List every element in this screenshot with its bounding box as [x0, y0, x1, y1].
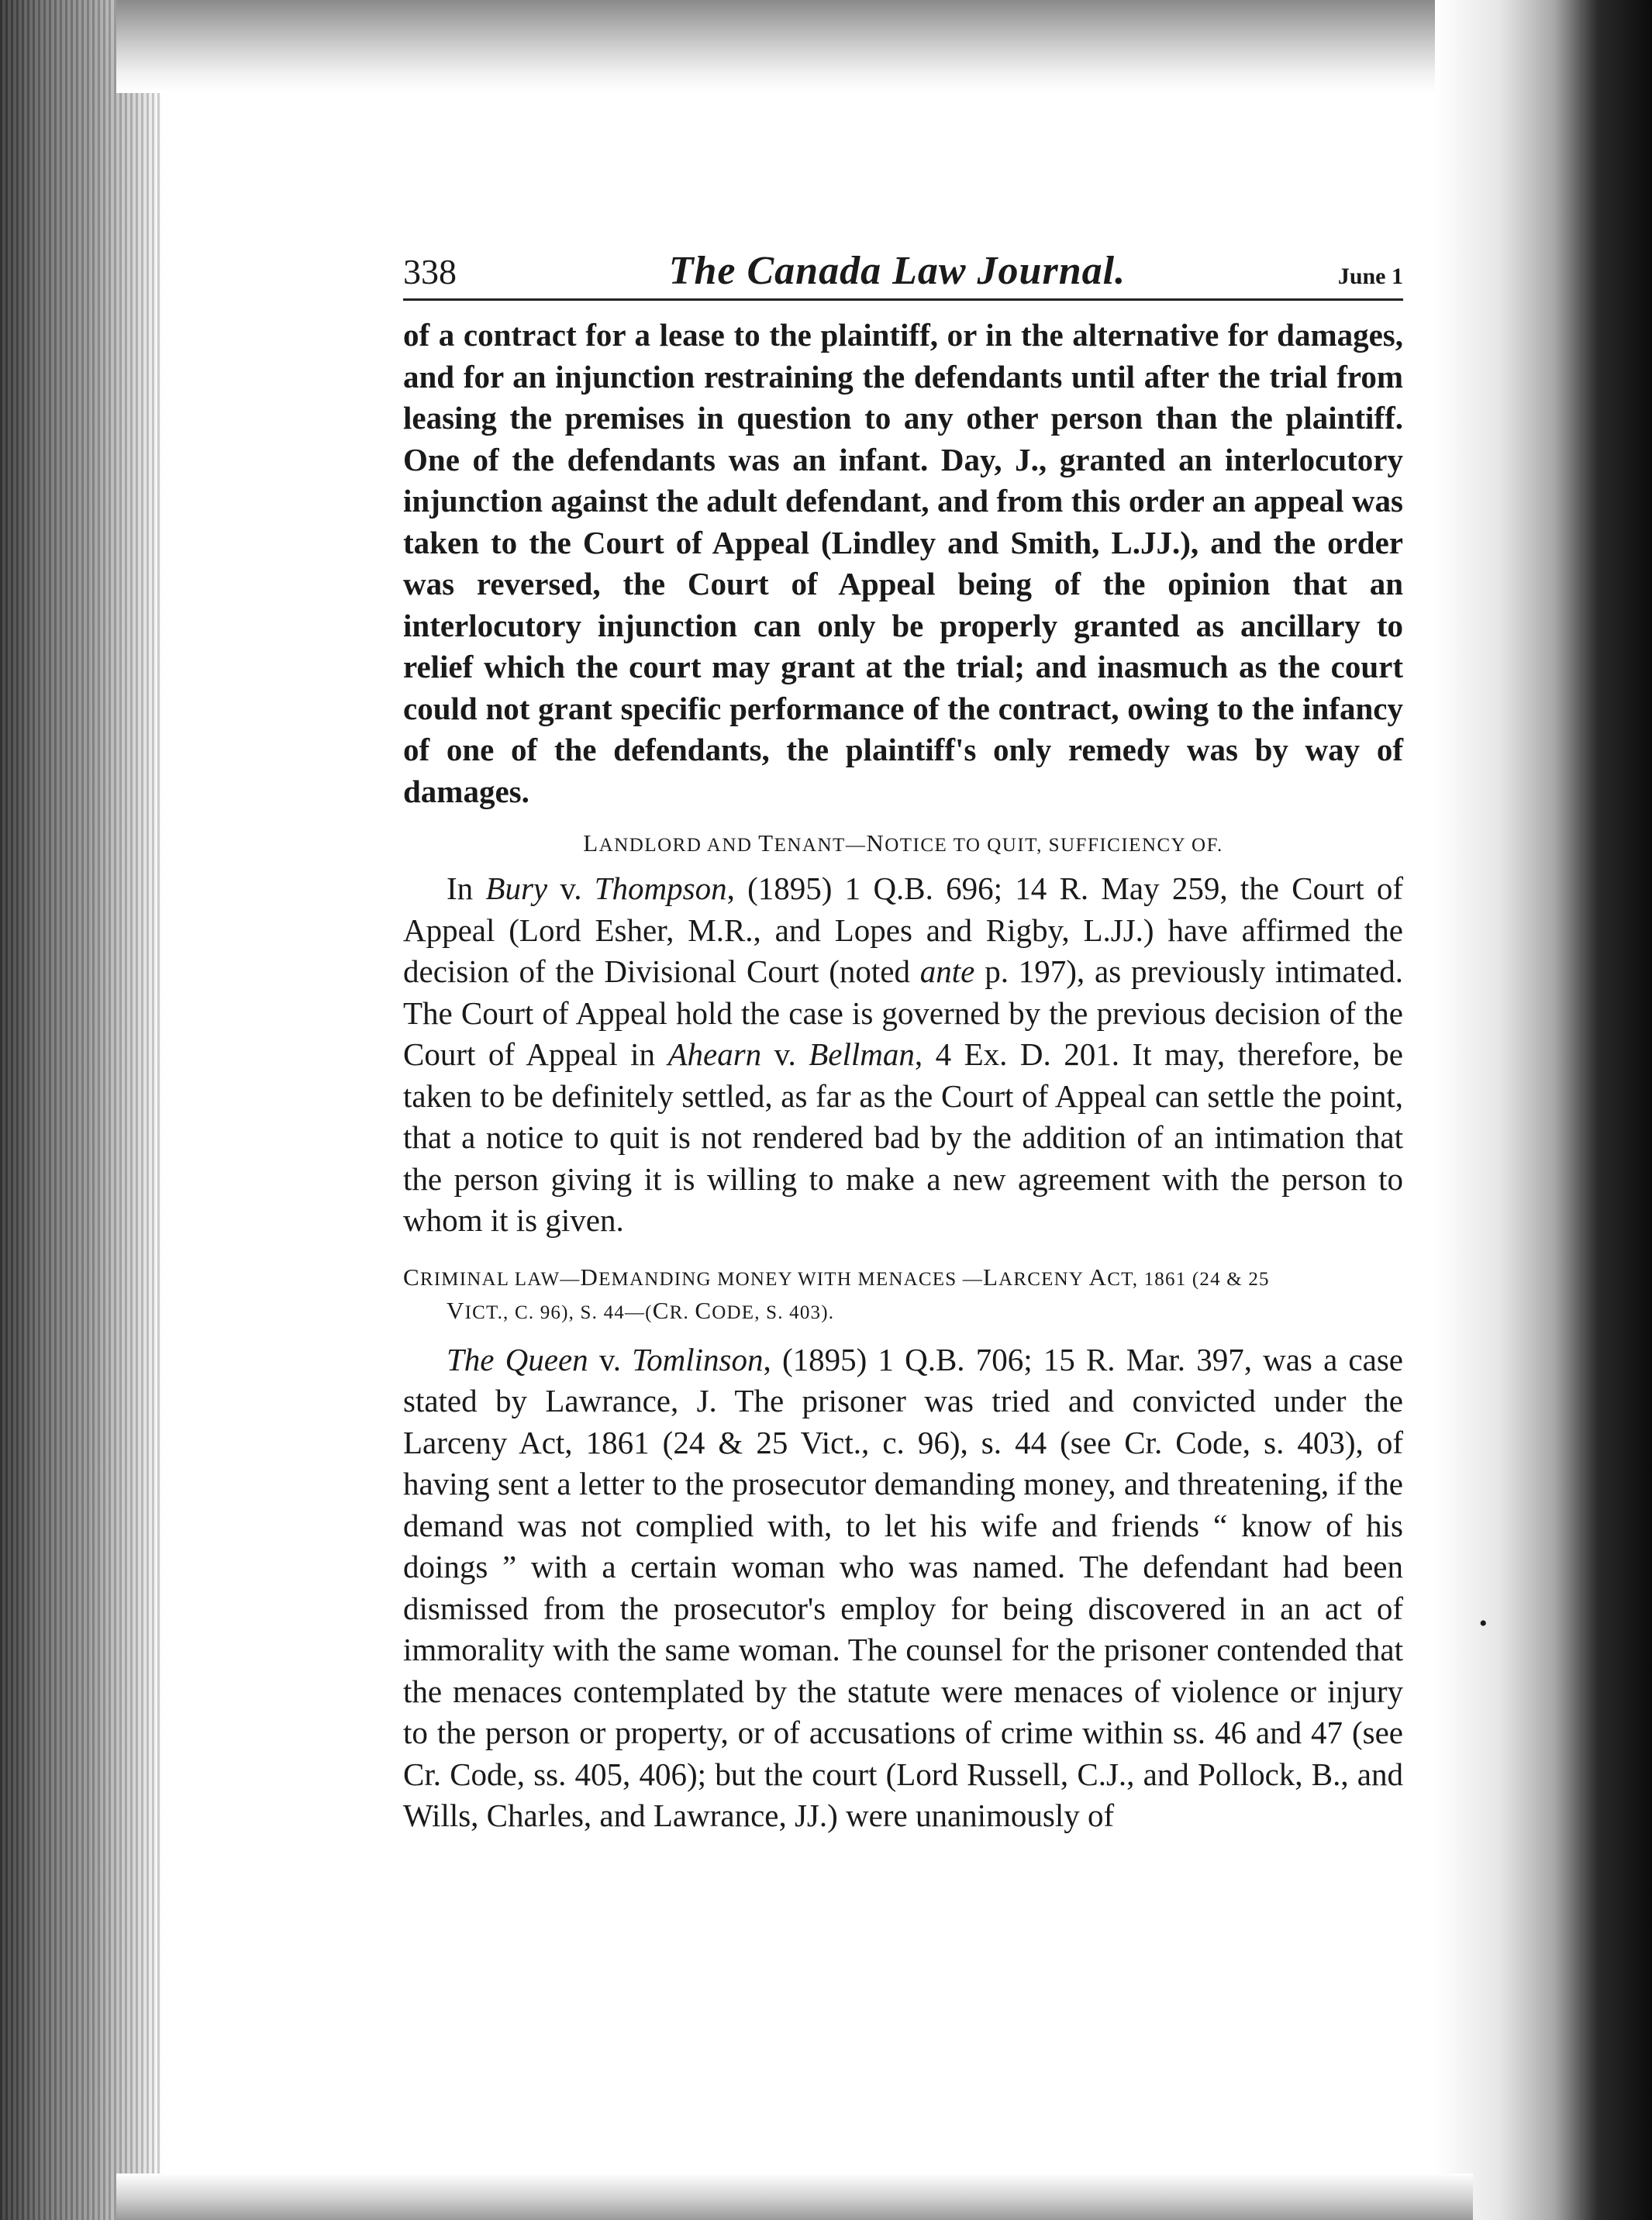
running-header [403, 248, 1403, 301]
case-name: Tomlinson [632, 1341, 764, 1377]
scan-edge-top [116, 0, 1473, 93]
page-number: 338 [403, 252, 457, 291]
scan-edge-right [1435, 0, 1652, 2220]
journal-page [403, 248, 1403, 1837]
case-name: Bellman [809, 1036, 915, 1072]
case-name: Thompson [594, 870, 727, 906]
case-name: Bury [485, 870, 548, 906]
scan-edge-left [0, 0, 163, 2220]
section-heading-criminal-law: CRIMINAL LAW—DEMANDING MONEY WITH MENACES —LARCENY ACT, 1861 (24 & 25 VICT., C. 96), S. 44—(CR. CODE, S. 403). [403, 1263, 1270, 1324]
paragraph-queen-v-tomlinson: The Queen v. Tomlinson, (1895) 1 Q.B. 706; 15 R. Mar. 397, was a case stated by Lawrance, J. The prisoner was tried and convicted under the Larceny Act, 1861 (24 & 25 Vict., c. 96), s. 44 (see Cr. Code, s. 403), of having sent a letter to the prosecutor demanding money, and threatening, if the demand was not complied with, to let his wife and friends “ know of his doings ” with a certain woman who was named. The defendant had been dismissed from the prosecutor's employ for being discovered in an act of immorality with the same woman. The counsel for the prisoner contended that the menaces contemplated by the statute were menaces of violence or injury to the person or property, or of accusations of crime within ss. 46 and 47 (see Cr. Code, ss. 405, 406); but the court (Lord Russell, C.J., and Pollock, B., and Wills, Charles, and Lawrance, JJ.) were unanimously of [403, 1341, 1403, 1833]
margin-mark: • [1479, 1611, 1488, 1636]
scan-edge-bottom [116, 2173, 1473, 2220]
section-heading-landlord-tenant: LANDLORD AND TENANT—NOTICE TO QUIT, SUFFICIENCY OF. [583, 829, 1223, 857]
ante-reference: ante [919, 953, 975, 989]
journal-title: The Canada Law Journal. [668, 249, 1126, 293]
paragraph-bury-v-thompson: In Bury v. Thompson, (1895) 1 Q.B. 696; 14 R. May 259, the Court of Appeal (Lord Esher, M.R., and Lopes and Rigby, L.JJ.) have affirmed the decision of the Divisional Court (noted ante p. 197), as previously intimated. The Court of Appeal hold the case is governed by the previous decision of the Court of Appeal in Ahearn v. Bellman, 4 Ex. D. 201. It may, therefore, be taken to be definitely settled, as far as the Court of Appeal can settle the point, that a notice to quit is not rendered bad by the addition of an intimation that the person giving it is willing to make a new agreement with the person to whom it is given. [403, 870, 1403, 1238]
case-name: Ahearn [667, 1036, 762, 1072]
issue-date: June 1 [1337, 264, 1403, 289]
case-name: The Queen [447, 1341, 588, 1377]
paragraph-contract-lease: of a contract for a lease to the plaintiff, or in the alternative for damages, and for an injunction restraining the defendants until after the trial from leasing the premises in question to any other person than the plaintiff. One of the defendants was an infant. Day, J., granted an interlocutory injunction against the adult defendant, and from this order an appeal was taken to the Court of Appeal (Lindley and Smith, L.JJ.), and the order was reversed, the Court of Appeal being of the opinion that an interlocutory injunction can only be properly granted as ancillary to relief which the court may grant at the trial; and inasmuch as the court could not grant specific performance of the contract, owing to the infancy of one of the defendants, the plaintiff's only remedy was by way of damages. [403, 317, 1403, 809]
